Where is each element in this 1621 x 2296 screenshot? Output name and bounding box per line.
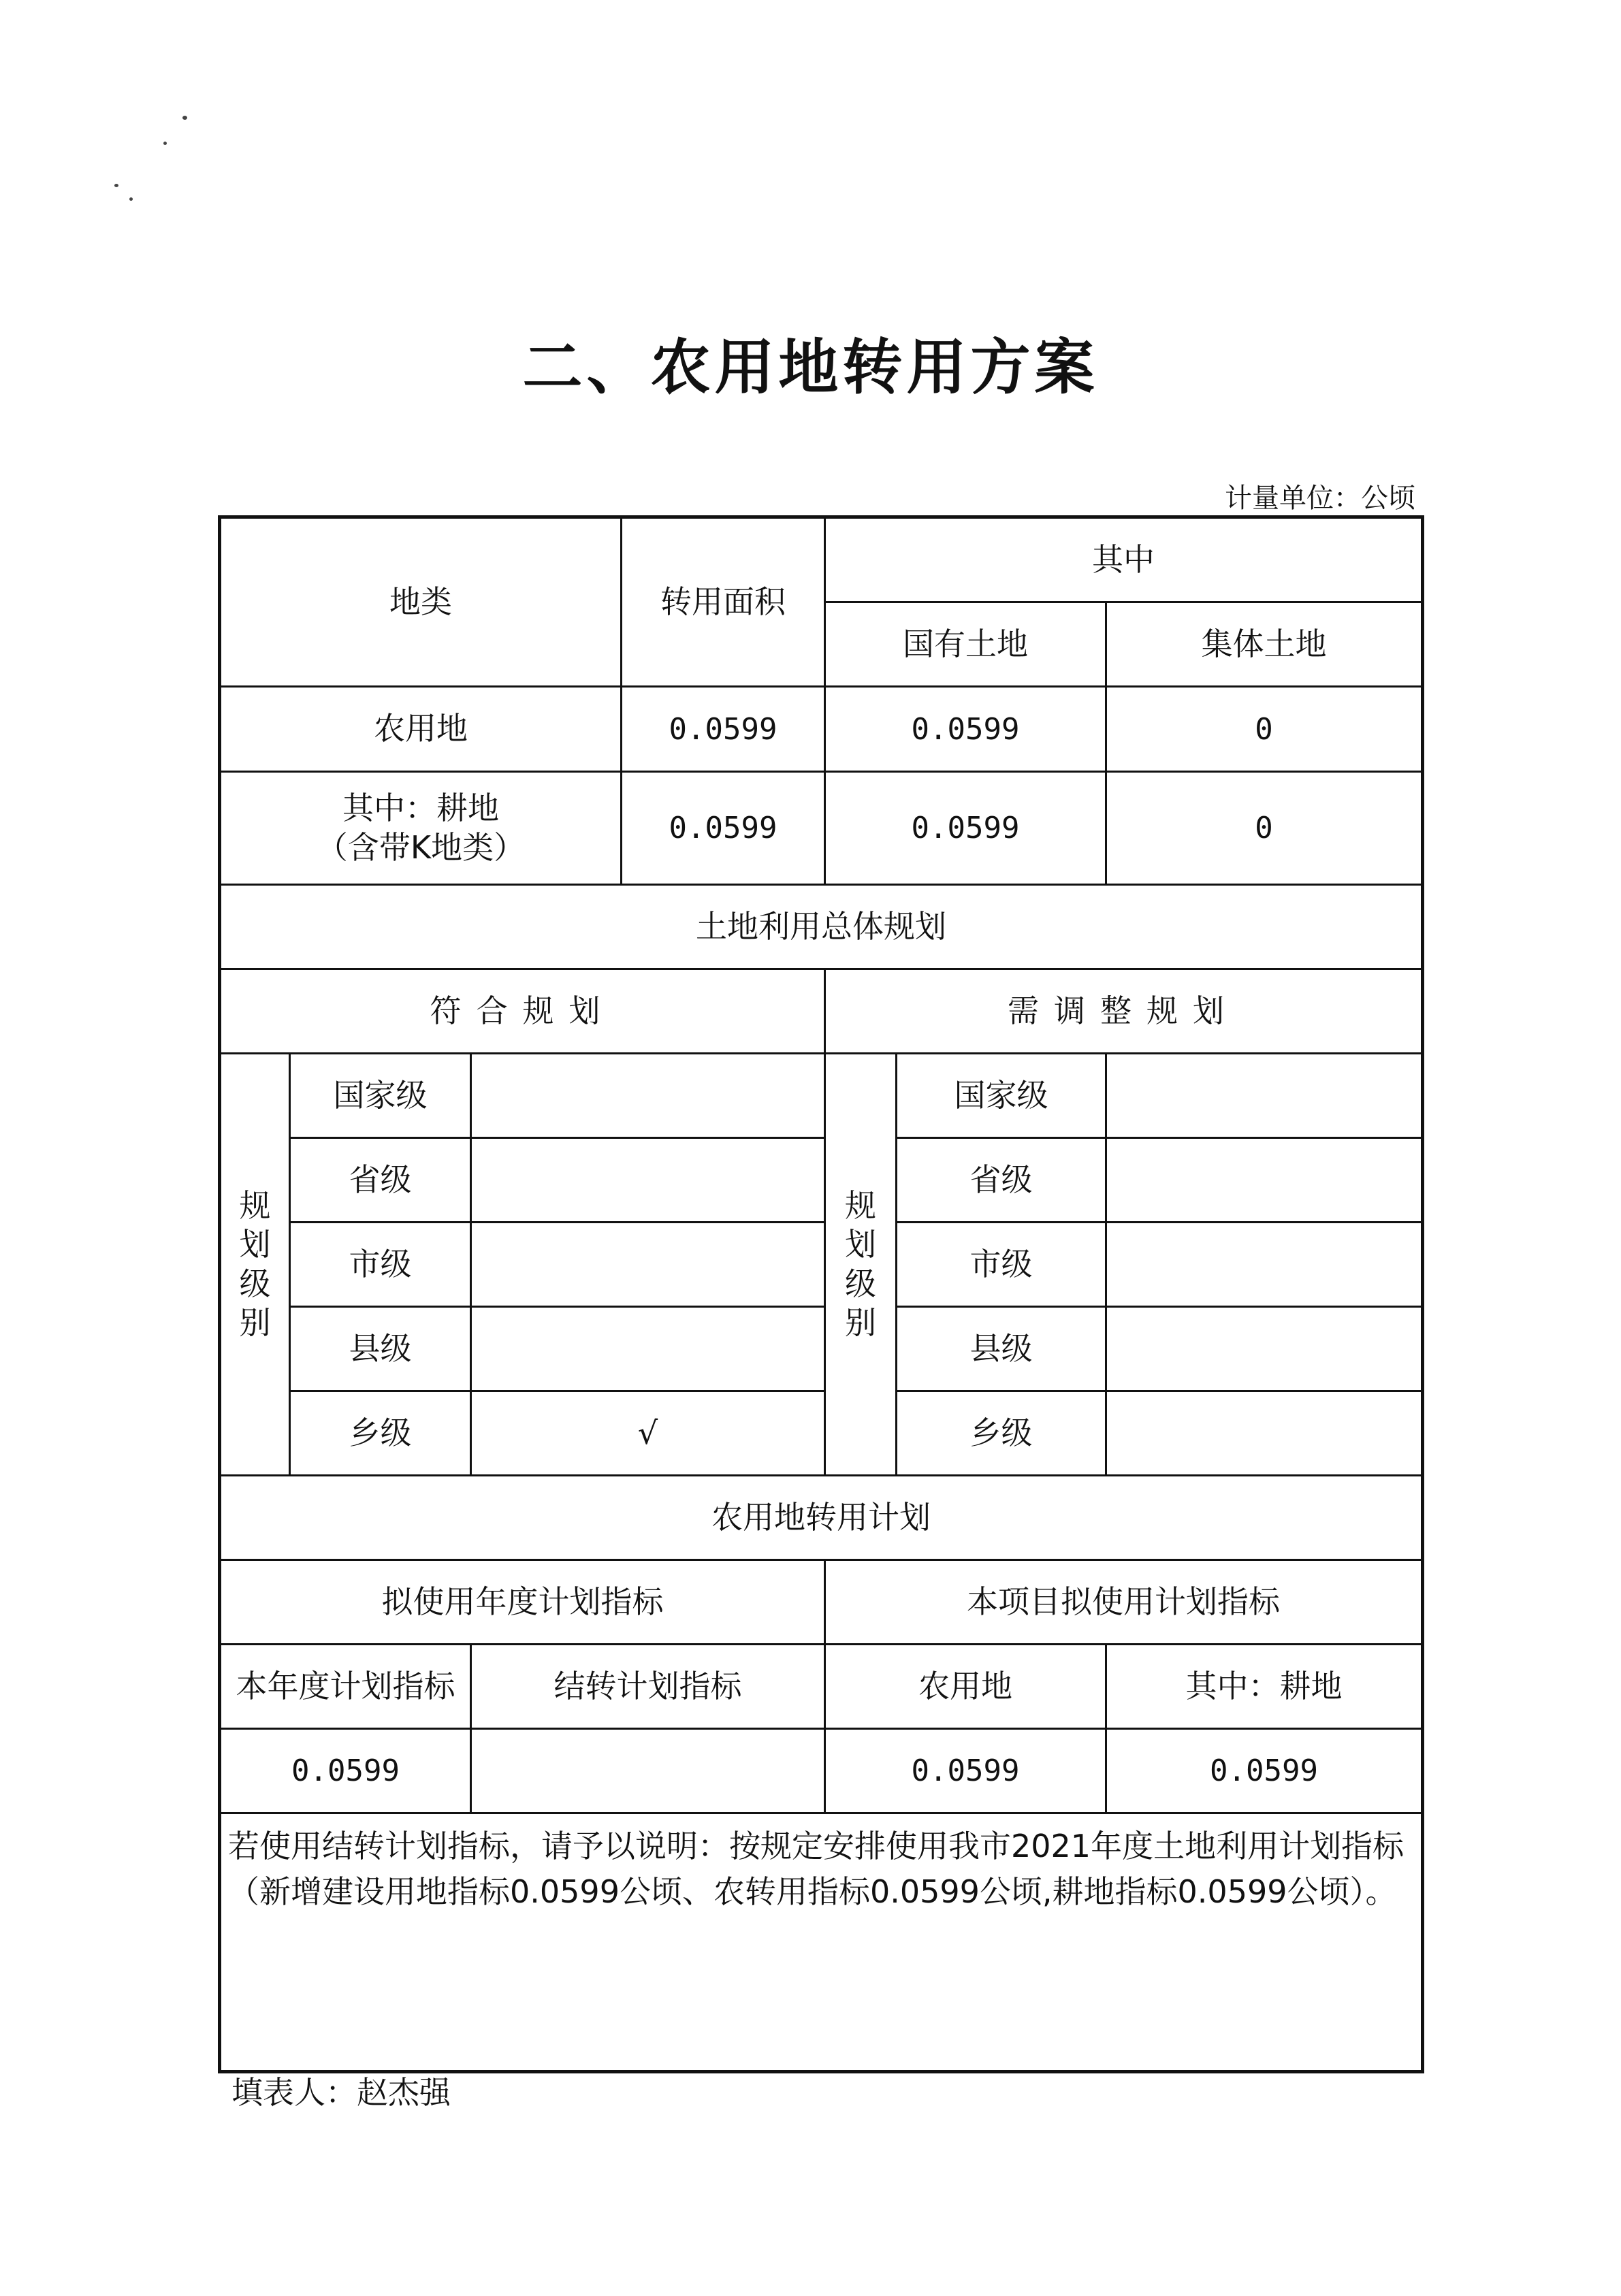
table-row [220, 517, 1423, 602]
adjustment-mark-1 [1106, 1138, 1423, 1223]
row-label-line1: 农用地 [374, 710, 468, 747]
document-title: 二、农用地转用方案 [522, 332, 1099, 402]
row-state-owned: 0.0599 [825, 687, 1106, 772]
table-row [220, 1729, 1423, 1813]
conforming-mark-3 [471, 1307, 825, 1391]
table-row [220, 1645, 1423, 1729]
table-row [220, 1138, 1423, 1223]
conforming-level-0: 国家级 [290, 1054, 471, 1138]
adjustment-level-0: 国家级 [897, 1054, 1106, 1138]
arable-value: 0.0599 [1106, 1729, 1423, 1813]
row-label [220, 687, 622, 772]
conforming-plan-header: 符合规划 [220, 969, 825, 1054]
conforming-level-4: 乡级 [290, 1391, 471, 1476]
annual-index-header: 拟使用年度计划指标 [220, 1560, 825, 1645]
table-row [220, 1054, 1423, 1138]
conforming-mark-4: √ [471, 1391, 825, 1476]
conforming-level-3: 县级 [290, 1307, 471, 1391]
conforming-mark-0 [471, 1054, 825, 1138]
plan-level-label-right [825, 1054, 897, 1476]
carryover-index-header: 结转计划指标 [471, 1645, 825, 1729]
adjustment-level-4: 乡级 [897, 1391, 1106, 1476]
carryover-note: 若使用结转计划指标，请予以说明：按规定安排使用我市2021年度土地利用计划指标（新增建设用地指标0.0599公顷、农转用指标0.0599公顷,耕地指标0.0599公顷）。 [220, 1813, 1423, 2072]
adjustment-mark-0 [1106, 1054, 1423, 1138]
row-state-owned: 0.0599 [825, 772, 1106, 885]
adjustment-level-1: 省级 [897, 1138, 1106, 1223]
scan-speck [163, 142, 167, 145]
plan-level-label-text: 规划级别 [845, 1186, 876, 1341]
overall-plan-title: 土地利用总体规划 [220, 885, 1423, 969]
adjustment-level-2: 市级 [897, 1223, 1106, 1307]
table-row [220, 1476, 1423, 1560]
table-row [220, 1307, 1423, 1391]
project-index-header: 本项目拟使用计划指标 [825, 1560, 1423, 1645]
agricultural-value: 0.0599 [825, 1729, 1106, 1813]
scan-speck [182, 116, 187, 120]
table-row [220, 1391, 1423, 1476]
header-collective: 集体土地 [1106, 602, 1423, 687]
row-area: 0.0599 [622, 687, 825, 772]
table-row [220, 687, 1423, 772]
header-state-owned: 国有土地 [825, 602, 1106, 687]
row-area: 0.0599 [622, 772, 825, 885]
table-row [220, 1813, 1423, 2072]
adjustment-mark-2 [1106, 1223, 1423, 1307]
adjustment-plan-header: 需调整规划 [825, 969, 1423, 1054]
row-collective: 0 [1106, 687, 1423, 772]
row-label-line2: （含带K地类） [316, 828, 526, 866]
row-collective: 0 [1106, 772, 1423, 885]
plan-level-label-left [220, 1054, 290, 1476]
adjustment-level-3: 县级 [897, 1307, 1106, 1391]
arable-header: 其中：耕地 [1106, 1645, 1423, 1729]
header-of-which: 其中 [825, 517, 1423, 602]
header-converted-area: 转用面积 [622, 517, 825, 687]
header-land-type: 地类 [220, 517, 622, 687]
unit-label: 计量单位：公顷 [1225, 483, 1415, 514]
conforming-mark-2 [471, 1223, 825, 1307]
scan-speck [114, 184, 118, 187]
row-label-line1: 其中：耕地 [342, 790, 499, 826]
conforming-level-1: 省级 [290, 1138, 471, 1223]
conversion-plan-title: 农用地转用计划 [220, 1476, 1423, 1560]
carryover-index-value [471, 1729, 825, 1813]
table-row [220, 1223, 1423, 1307]
table-row [220, 969, 1423, 1054]
preparer: 填表人：赵杰强 [231, 2074, 451, 2111]
this-year-index-header: 本年度计划指标 [220, 1645, 471, 1729]
conforming-mark-1 [471, 1138, 825, 1223]
agricultural-header: 农用地 [825, 1645, 1106, 1729]
adjustment-mark-3 [1106, 1307, 1423, 1391]
scan-speck [129, 197, 133, 201]
row-label [220, 772, 622, 885]
conforming-level-2: 市级 [290, 1223, 471, 1307]
plan-level-label-text: 规划级别 [239, 1186, 271, 1341]
table-row [220, 1560, 1423, 1645]
adjustment-mark-4 [1106, 1391, 1423, 1476]
table-row [220, 772, 1423, 885]
this-year-index-value: 0.0599 [220, 1729, 471, 1813]
land-conversion-table [218, 515, 1424, 2073]
table-row [220, 885, 1423, 969]
